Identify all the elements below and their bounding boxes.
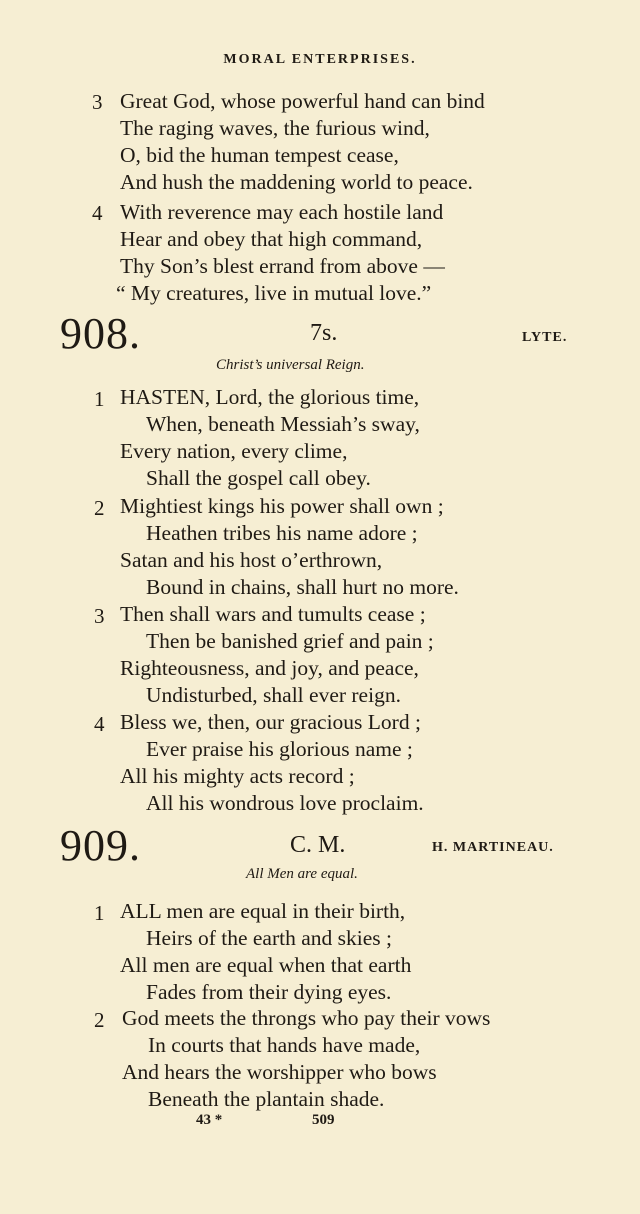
verse-line: Heathen tribes his name adore ;	[146, 521, 418, 545]
hymn-number: 909.	[60, 821, 141, 870]
stanza-number: 4	[92, 201, 103, 225]
verse-line: In courts that hands have made,	[148, 1033, 421, 1057]
verse-line: And hush the maddening world to peace.	[120, 170, 473, 194]
verse-line: With reverence may each hostile land	[120, 200, 444, 224]
verse-line: Ever praise his glorious name ;	[146, 737, 413, 761]
verse-line: O, bid the human tempest cease,	[120, 143, 399, 167]
verse-line: Fades from their dying eyes.	[146, 980, 392, 1004]
verse-line: Then be banished grief and pain ;	[146, 629, 434, 653]
page-number: 509	[312, 1112, 335, 1128]
verse-line: Great God, whose powerful hand can bind	[120, 89, 485, 113]
verse-line: Bound in chains, shall hurt no more.	[146, 575, 459, 599]
stanza-number: 3	[92, 90, 103, 114]
hymn-number: 908.	[60, 309, 141, 358]
stanza-number: 4	[94, 712, 105, 736]
verse-line: HASTEN, Lord, the glorious time,	[120, 385, 420, 409]
verse-line: Hear and obey that high command,	[120, 227, 423, 251]
signature-mark: 43 *	[196, 1112, 223, 1128]
stanza-number: 1	[94, 901, 105, 925]
verse-line: Beneath the plantain shade.	[148, 1087, 385, 1111]
verse-line: Shall the gospel call obey.	[146, 466, 371, 490]
verse-line: Undisturbed, shall ever reign.	[146, 683, 401, 707]
stanza-number: 3	[94, 604, 105, 628]
hymn-tune: LYTE.	[522, 330, 568, 345]
stanza-number: 1	[94, 387, 105, 411]
verse-line: The raging waves, the furious wind,	[120, 116, 430, 140]
verse-line: All his mighty acts record ;	[120, 764, 355, 788]
verse-line: Bless we, then, our gracious Lord ;	[120, 710, 421, 734]
hymn-author: H. MARTINEAU.	[432, 840, 554, 855]
verse-line: All his wondrous love proclaim.	[146, 791, 424, 815]
hymn-title: Christ’s universal Reign.	[216, 357, 365, 373]
verse-line: Heirs of the earth and skies ;	[146, 926, 392, 950]
verse-line: Mightiest kings his power shall own ;	[120, 494, 444, 518]
verse-line: God meets the throngs who pay their vows	[122, 1006, 491, 1030]
hymn-meter: C. M.	[290, 832, 346, 858]
verse-line: When, beneath Messiah’s sway,	[146, 412, 420, 436]
stanza-number: 2	[94, 1008, 105, 1032]
verse-line: Satan and his host o’erthrown,	[120, 548, 383, 572]
hymn-meter: 7s.	[310, 320, 338, 346]
verse-line: Thy Son’s blest errand from above —	[120, 254, 445, 278]
verse-line: ALL men are equal in their birth,	[120, 899, 406, 923]
verse-line: “ My creatures, live in mutual love.”	[116, 281, 432, 305]
verse-line: Righteousness, and joy, and peace,	[120, 656, 419, 680]
stanza-number: 2	[94, 496, 105, 520]
verse-line: Then shall wars and tumults cease ;	[120, 602, 426, 626]
verse-line: Every nation, every clime,	[120, 439, 348, 463]
verse-line: And hears the worshipper who bows	[122, 1060, 437, 1084]
hymn-title: All Men are equal.	[246, 866, 358, 882]
verse-line: All men are equal when that earth	[120, 953, 412, 977]
running-header: MORAL ENTERPRISES.	[223, 52, 417, 67]
